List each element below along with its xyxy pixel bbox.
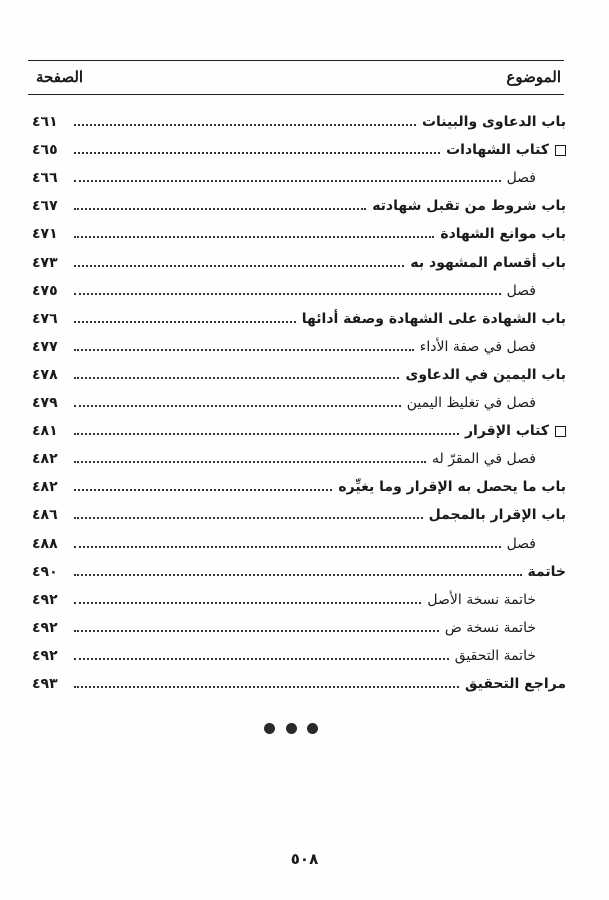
toc-entry (32, 333, 566, 361)
toc-entry (32, 614, 566, 642)
toc-entry (32, 192, 566, 220)
toc-entry-page: ٤٧٧ (32, 338, 58, 355)
toc-entry-page: ٤٨١ (32, 423, 58, 440)
dot-leader (74, 293, 501, 295)
toc-entry-text: فصل (506, 170, 536, 187)
toc-entry (32, 277, 566, 305)
toc-entry-page: ٤٨٦ (32, 507, 58, 524)
toc-entry-title (407, 395, 536, 411)
square-bullet-icon (555, 145, 566, 156)
ornament-dots (264, 723, 318, 737)
toc-entry-title (507, 283, 536, 299)
toc-entry (32, 389, 566, 417)
toc-entry (32, 249, 566, 277)
toc-entry-title (302, 311, 566, 327)
toc-entry-text: باب شروط من تقبل شهادته (372, 198, 566, 215)
toc-entry-title (410, 255, 566, 271)
dot-leader (74, 461, 426, 463)
toc-entry-page: ٤٩٠ (32, 563, 58, 580)
toc-entry-title (422, 114, 566, 130)
toc-entry-text: خاتمة نسخة الأصل (427, 591, 536, 608)
dot-leader (74, 546, 501, 548)
toc-entry-page: ٤٧٣ (32, 254, 58, 271)
toc-entry-text: كتاب الشهادات (446, 142, 549, 159)
topic-column-header: الموضوع (506, 68, 561, 86)
dot-leader (74, 658, 449, 660)
toc-entry-text: خاتمة التحقيق (454, 647, 536, 664)
toc-entry (32, 445, 566, 473)
toc-entry-text: باب الشهادة على الشهادة وصفة أدائها (301, 310, 566, 327)
square-bullet-icon (555, 426, 566, 437)
toc-entry-page: ٤٨٢ (32, 451, 58, 468)
toc-entry-page: ٤٨٢ (32, 479, 58, 496)
ornament-dot (307, 723, 318, 734)
toc-entry (32, 305, 566, 333)
dot-leader (74, 405, 401, 407)
toc-entry-text: فصل في تغليظ اليمين (406, 395, 536, 411)
toc-entry-text: فصل (506, 535, 536, 552)
toc-entry-title (432, 451, 536, 467)
toc-entry-text: خاتمة (527, 563, 566, 580)
toc-entry-page: ٤٧٩ (32, 395, 58, 411)
toc-entry (32, 642, 566, 670)
toc-entry-title (427, 592, 536, 608)
toc-entry (32, 558, 566, 586)
toc-entry-page: ٤٨٨ (32, 535, 58, 552)
toc-entry-text: باب أقسام المشهود به (410, 254, 566, 271)
toc-entry-title (372, 198, 566, 214)
toc-entry (32, 136, 566, 164)
toc-entry-page: ٤٦١ (32, 114, 58, 130)
toc-entry-text: باب ما يحصل به الإقرار وما يغيِّره (338, 479, 566, 496)
toc-entry-title (429, 507, 566, 523)
toc-entry-title (446, 142, 566, 158)
toc-entry (32, 473, 566, 501)
dot-leader (74, 517, 423, 519)
toc-entry-text: باب الدعاوى والبينات (421, 114, 566, 130)
page-column-header: الصفحة (36, 68, 84, 86)
toc-entry (32, 220, 566, 248)
toc-entry (32, 164, 566, 192)
dot-leader (74, 489, 332, 491)
toc-entry-text: فصل في المقرّ له (432, 451, 536, 468)
toc-entry (32, 670, 566, 698)
toc-entry-title (465, 676, 566, 692)
toc-entry (32, 417, 566, 445)
dot-leader (74, 602, 421, 604)
dot-leader (74, 349, 414, 351)
toc-entry-title (455, 648, 536, 664)
toc-entry-title (405, 367, 566, 383)
dot-leader (74, 686, 459, 688)
dot-leader (74, 208, 366, 210)
toc-entry-page: ٤٦٦ (32, 170, 58, 187)
top-rule (28, 60, 564, 61)
toc-entry-title (420, 339, 536, 355)
ornament-dot (264, 723, 275, 734)
toc-entry-text: كتاب الإقرار (464, 423, 549, 440)
toc-entry-text: باب موانع الشهادة (440, 226, 566, 243)
toc-entry-page: ٤٦٥ (32, 142, 58, 159)
toc-entry (32, 501, 566, 529)
dot-leader (74, 574, 522, 576)
toc-entry-title (440, 226, 566, 242)
dot-leader (74, 265, 404, 267)
toc-entry-text: خاتمة نسخة ض (444, 619, 536, 636)
toc-entry-text: مراجع التحقيق (465, 676, 566, 692)
dot-leader (74, 236, 434, 238)
toc-entry-page: ٤٧٥ (32, 282, 58, 299)
header-rule (28, 94, 564, 95)
page-folio: ٥٠٨ (290, 850, 319, 868)
toc-entry-text: باب الإقرار بالمجمل (428, 507, 566, 524)
toc-entry (32, 586, 566, 614)
toc-entry-text: فصل في صفة الأداء (419, 338, 536, 355)
toc-entry-title (445, 620, 536, 636)
toc-entry-text: باب اليمين في الدعاوى (405, 366, 566, 383)
dot-leader (74, 630, 439, 632)
dot-leader (74, 180, 501, 182)
toc-entry (32, 361, 566, 389)
toc-entry-text: فصل (506, 282, 536, 299)
toc-entry-page: ٤٩٢ (32, 619, 58, 636)
toc-entry-page: ٤٧٨ (32, 366, 58, 383)
toc-entry (32, 108, 566, 136)
toc-entry-title (528, 564, 566, 580)
toc-entry (32, 530, 566, 558)
toc-entry-page: ٤٩٢ (32, 647, 58, 664)
toc-entry-page: ٤٧١ (32, 226, 58, 243)
toc-entry-title (507, 170, 536, 186)
toc-entry-page: ٤٩٢ (32, 591, 58, 608)
toc-entry-title (507, 536, 536, 552)
ornament-dot (286, 723, 297, 734)
dot-leader (74, 124, 416, 126)
toc-entry-title (465, 423, 566, 439)
dot-leader (74, 321, 296, 323)
toc-entry-page: ٤٧٦ (32, 310, 58, 327)
toc-entry-page: ٤٦٧ (32, 198, 58, 215)
dot-leader (74, 433, 459, 435)
dot-leader (74, 152, 440, 154)
toc-entry-title (338, 479, 566, 495)
dot-leader (74, 377, 399, 379)
toc-entry-page: ٤٩٣ (32, 676, 58, 692)
